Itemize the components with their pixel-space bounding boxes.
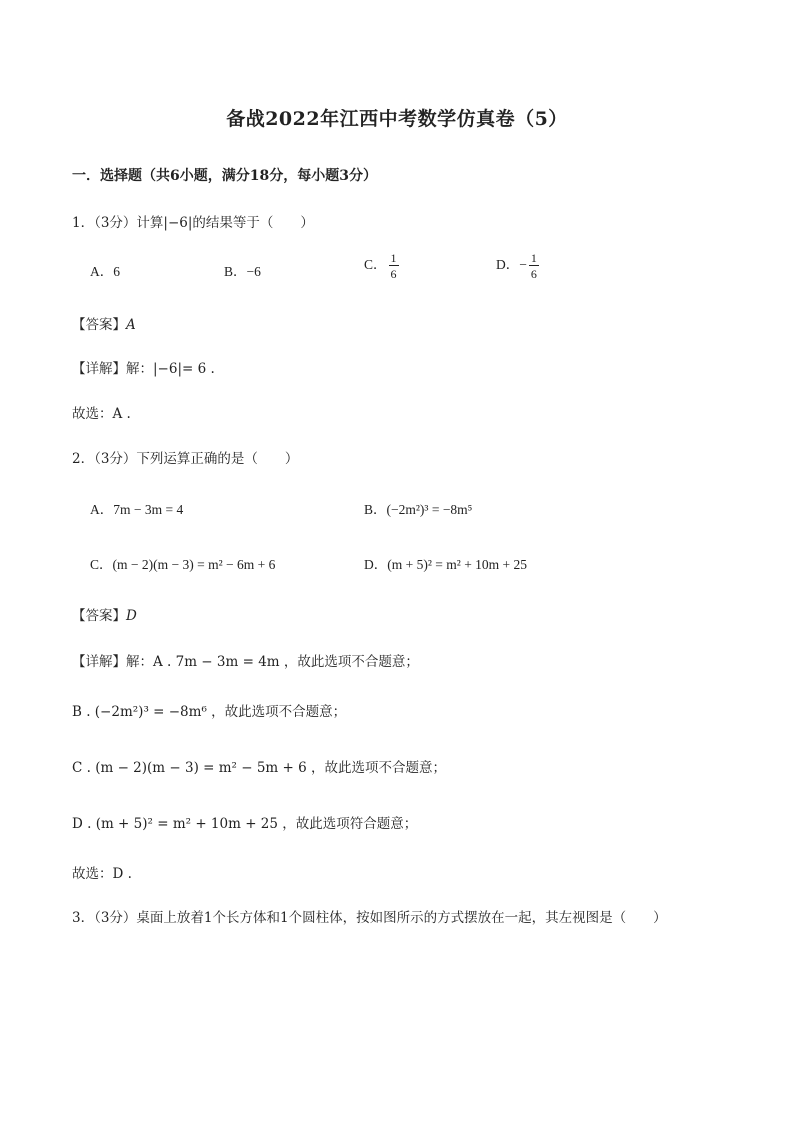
q1-answer-value: A	[126, 317, 136, 333]
q2-detail-line-2: B . (−2m²)³ = −8m⁶ ，故此选项不合题意；	[72, 704, 347, 720]
q2-detail-text-1: 解：A . 7m − 3m = 4m ，故此选项不合题意；	[126, 654, 419, 670]
q1-detail-text: 解：|−6|= 6 .	[126, 361, 215, 377]
q1-option-c-denominator: 6	[390, 267, 397, 281]
q2-option-b: B．(−2m²)³ = −8m⁵	[364, 502, 473, 517]
q1-option-a: A．6	[90, 264, 120, 279]
section-header: 一．选择题（共6小题，满分18分，每小题3分）	[72, 168, 377, 184]
q3-stem: 3．（3分）桌面上放着1个长方体和1个圆柱体，按如图所示的方式摆放在一起，其左视图是（ ）	[72, 910, 667, 926]
q2-answer-tag: 【答案】	[72, 608, 126, 624]
q1-option-b: B．−6	[224, 264, 261, 279]
q1-option-d-label: D．−	[496, 257, 527, 273]
q2-detail-line-4: D . (m + 5)² = m² + 10m + 25 ，故此选项符合题意；	[72, 816, 418, 832]
q2-detail-line-1	[72, 650, 419, 670]
q1-detail-tag: 【详解】	[72, 361, 126, 377]
q2-answer-value: D	[126, 608, 137, 624]
q2-answer	[72, 604, 137, 624]
page-title: 备战2022年江西中考数学仿真卷（5）	[226, 108, 568, 130]
q1-option-d-denominator: 6	[530, 267, 537, 281]
q1-option-c	[364, 252, 399, 280]
q1-answer	[72, 313, 136, 333]
q1-option-d	[496, 252, 539, 280]
q2-detail-line-3: C . (m − 2)(m − 3) = m² − 5m + 6 ，故此选项不合题意；	[72, 760, 447, 776]
q2-option-c: C．(m − 2)(m − 3) = m² − 6m + 6	[90, 557, 276, 572]
q2-detail-tag: 【详解】	[72, 654, 126, 670]
q1-conclusion: 故选：A .	[72, 406, 131, 422]
q1-option-c-label: C．	[364, 257, 387, 273]
q1-option-c-fraction	[389, 252, 399, 280]
q1-option-c-numerator: 1	[390, 251, 397, 265]
q1-stem: 1．（3分）计算|−6|的结果等于（ ）	[72, 215, 314, 231]
q1-detail	[72, 357, 215, 377]
q1-answer-tag: 【答案】	[72, 317, 126, 333]
q2-stem: 2．（3分）下列运算正确的是（ ）	[72, 451, 299, 467]
q2-conclusion: 故选：D .	[72, 866, 132, 882]
q2-option-a: A．7m − 3m = 4	[90, 502, 184, 517]
q1-option-d-fraction	[529, 252, 539, 280]
q2-option-d: D．(m + 5)² = m² + 10m + 25	[364, 557, 528, 572]
q1-option-d-numerator: 1	[530, 251, 537, 265]
